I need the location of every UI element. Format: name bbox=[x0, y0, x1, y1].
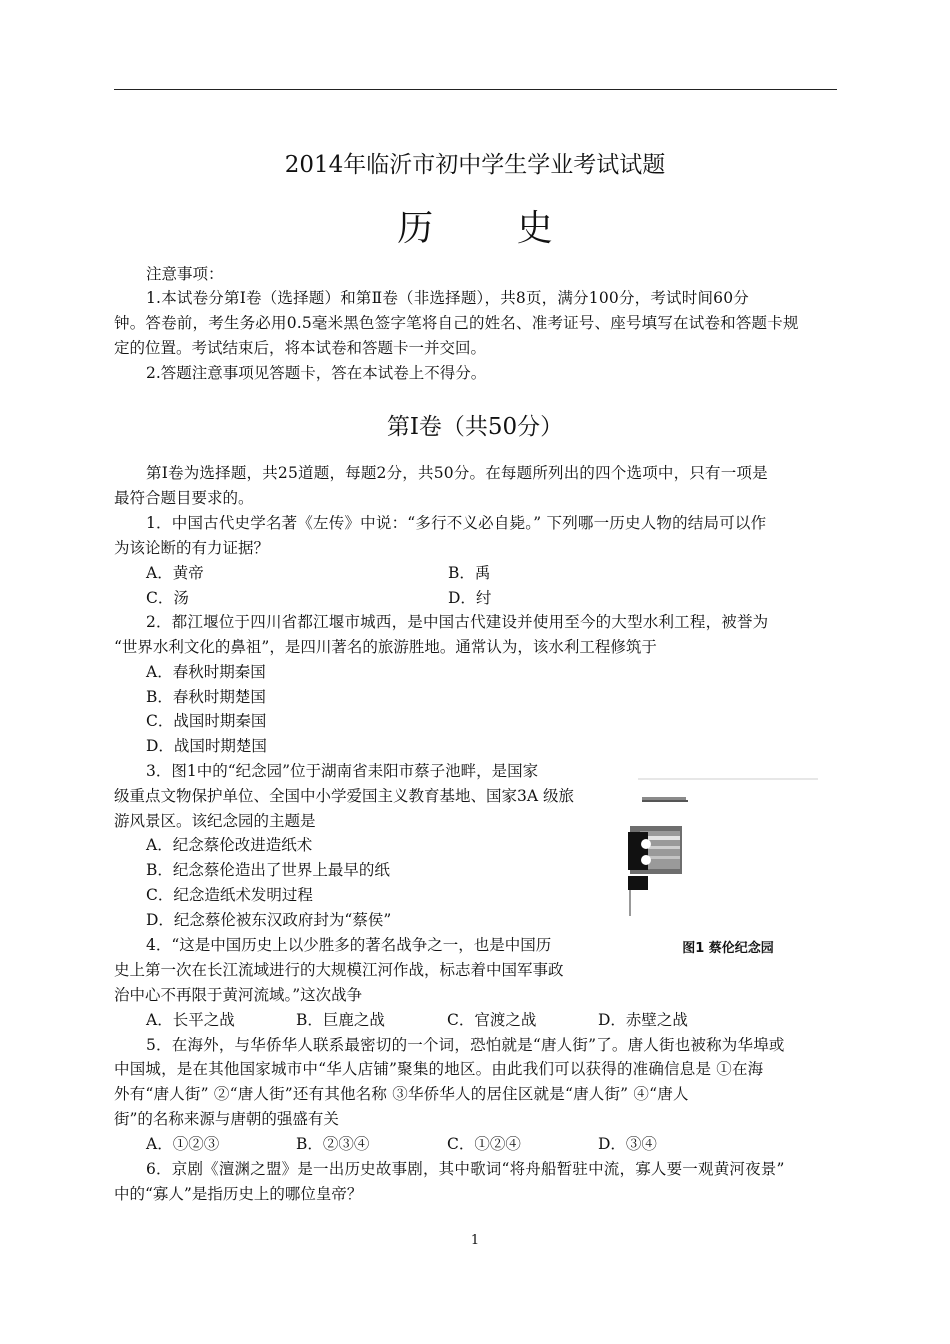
q4-stem-line1: 4．“这是中国历史上以少胜多的著名战争之一，也是中国历 bbox=[146, 936, 552, 954]
q6-stem-line2: 中的“寡人”是指历史上的哪位皇帝？ bbox=[114, 1185, 363, 1203]
q5-option-b: B．②③④ bbox=[296, 1135, 370, 1153]
q3-stem-line2: 级重点文物保护单位、全国中小学爱国主义教育基地、国家3A 级旅 bbox=[114, 787, 574, 805]
q4-option-a: A．长平之战 bbox=[146, 1011, 235, 1029]
notice-item2: 2.答题注意事项见答题卡，答在本试卷上不得分。 bbox=[146, 364, 487, 382]
q5-stem-line3: 外有“唐人街” ②“唐人街”还有其他名称 ③华侨华人的居住区就是“唐人街” ④“唐人 bbox=[114, 1085, 689, 1103]
exam-title: 2014年临沂市初中学生学业考试试题 bbox=[284, 152, 666, 178]
q1-option-c: C．汤 bbox=[146, 589, 189, 607]
q1-option-a: A．黄帝 bbox=[146, 564, 204, 582]
q4-stem-line2: 史上第一次在长江流域进行的大规模江河作战，标志着中国军事政 bbox=[114, 961, 564, 979]
q2-option-c: C．战国时期秦国 bbox=[146, 712, 267, 730]
subject-title: 历 史 bbox=[397, 208, 589, 249]
notice-item1-line1: 1.本试卷分第Ⅰ卷（选择题）和第Ⅱ卷（非选择题），共8页，满分100分，考试时间60分 bbox=[146, 289, 749, 307]
q3-option-c: C．纪念造纸术发明过程 bbox=[146, 886, 313, 904]
q3-stem-line3: 游风景区。该纪念园的主题是 bbox=[114, 812, 316, 830]
q4-option-b: B．巨鹿之战 bbox=[296, 1011, 385, 1029]
q2-option-d: D．战国时期楚国 bbox=[146, 737, 267, 755]
q2-stem-line2: “世界水利文化的鼻祖”，是四川著名的旅游胜地。通常认为，该水利工程修筑于 bbox=[114, 638, 657, 656]
q4-option-d: D．赤壁之战 bbox=[598, 1011, 688, 1029]
notice-item1-line3: 定的位置。考试结束后，将本试卷和答题卡一并交回。 bbox=[114, 339, 487, 357]
q5-option-a: A．①②③ bbox=[146, 1135, 220, 1153]
figure-caption: 图1 蔡伦纪念园 bbox=[682, 941, 774, 956]
q1-stem-line2: 为该论断的有力证据？ bbox=[114, 539, 270, 557]
cai-lun-memorial-photo bbox=[628, 776, 823, 921]
q5-option-d: D．③④ bbox=[598, 1135, 657, 1153]
section-intro-line2: 最符合题目要求的。 bbox=[114, 489, 254, 507]
q2-option-b: B．春秋时期楚国 bbox=[146, 688, 266, 706]
q3-option-d: D．纪念蔡伦被东汉政府封为“蔡侯” bbox=[146, 911, 392, 929]
q1-option-b: B．禹 bbox=[448, 564, 491, 582]
q5-stem-line2: 中国城，是在其他国家城市中“华人店铺”聚集的地区。由此我们可以获得的准确信息是 ①在海 bbox=[114, 1060, 764, 1078]
q5-option-c: C．①②④ bbox=[447, 1135, 521, 1153]
q2-option-a: A．春秋时期秦国 bbox=[146, 663, 266, 681]
q5-stem-line4: 街”的名称来源与唐朝的强盛有关 bbox=[114, 1110, 339, 1128]
page-number: 1 bbox=[470, 1233, 480, 1248]
q2-stem-line1: 2．都江堰位于四川省都江堰市城西，是中国古代建设并使用至今的大型水利工程，被誉为 bbox=[146, 613, 769, 631]
q3-stem-line1: 3．图1中的“纪念园”位于湖南省耒阳市蔡子池畔，是国家 bbox=[146, 762, 539, 780]
section-title: 第Ⅰ卷（共50分） bbox=[386, 414, 564, 440]
q3-option-b: B．纪念蔡伦造出了世界上最早的纸 bbox=[146, 861, 390, 879]
q5-stem-line1: 5．在海外，与华侨华人联系最密切的一个词，恐怕就是“唐人街”了。唐人街也被称为华埠或 bbox=[146, 1036, 785, 1054]
q3-option-a: A．纪念蔡伦改进造纸术 bbox=[146, 836, 313, 854]
q1-stem-line1: 1．中国古代史学名著《左传》中说：“多行不义必自毙。” 下列哪一历史人物的结局可以作 bbox=[146, 514, 767, 532]
notice-heading: 注意事项： bbox=[146, 265, 224, 283]
q6-stem-line1: 6．京剧《澶渊之盟》是一出历史故事剧，其中歌词“将舟船暂驻中流，寡人要一观黄河夜景” bbox=[146, 1160, 785, 1178]
q1-option-d: D．纣 bbox=[448, 589, 492, 607]
section-intro-line1: 第Ⅰ卷为选择题，共25道题，每题2分，共50分。在每题所列出的四个选项中，只有一项是 bbox=[146, 464, 768, 482]
q4-option-c: C．官渡之战 bbox=[447, 1011, 537, 1029]
q4-stem-line3: 治中心不再限于黄河流域。”这次战争 bbox=[114, 986, 363, 1004]
header-rule bbox=[114, 89, 837, 90]
notice-item1-line2: 钟。答卷前，考生务必用0.5毫米黑色签字笔将自己的姓名、准考证号、座号填写在试卷和答题卡规 bbox=[114, 314, 799, 332]
